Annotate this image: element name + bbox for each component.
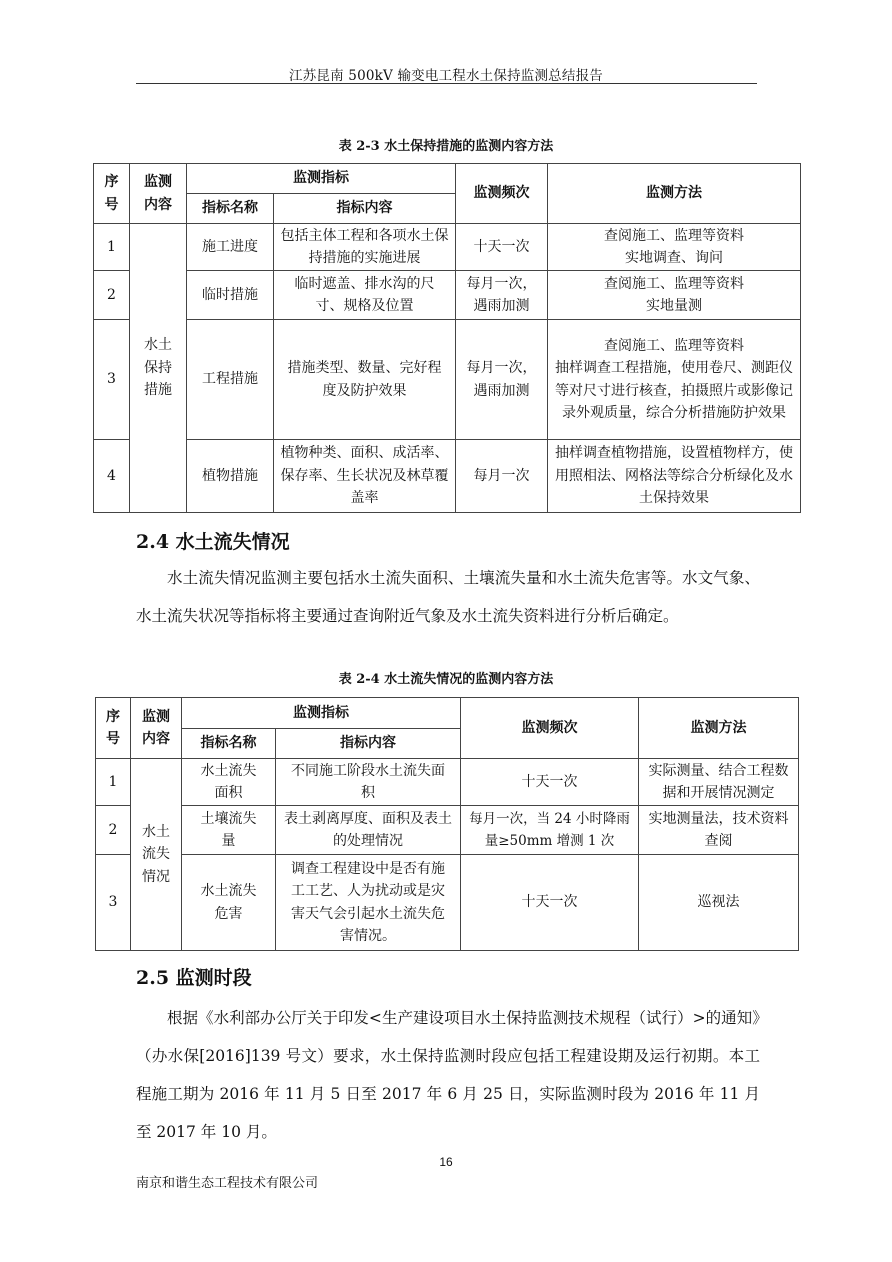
group-cell: 水土流失情况 (131, 759, 182, 951)
row-name: 土壤流失量 (182, 806, 276, 855)
row-method: 实际测量、结合工程数据和开展情况测定 (639, 759, 799, 806)
measures-table (93, 163, 801, 513)
row-no: 2 (96, 806, 131, 855)
header-freq: 监测频次 (461, 698, 639, 759)
row-name: 植物措施 (187, 440, 274, 513)
header-rule (136, 83, 757, 84)
row-freq: 每月一次，遇雨加测 (456, 320, 548, 440)
header-indicator: 监测指标 (187, 164, 456, 194)
row-content: 表土剥离厚度、面积及表土的处理情况 (276, 806, 461, 855)
row-name: 施工进度 (187, 224, 274, 271)
page-header: 江苏昆南 500kV 输变电工程水土保持监测总结报告 (289, 68, 603, 84)
row-method: 抽样调查植物措施，设置植物样方，使用照相法、网格法等综合分析绿化及水土保持效果 (548, 440, 801, 513)
table-caption: 表 2-3 水土保持措施的监测内容方法 (338, 139, 554, 154)
row-no: 4 (94, 440, 130, 513)
row-content: 措施类型、数量、完好程度及防护效果 (274, 320, 456, 440)
header-seq: 序号 (94, 164, 130, 224)
header-ind-name: 指标名称 (187, 194, 274, 224)
row-no: 3 (94, 320, 130, 440)
row-freq: 每月一次，当 24 小时降雨量≥50mm 增测 1 次 (461, 806, 639, 855)
row-no: 1 (96, 759, 131, 806)
footer-company: 南京和谐生态工程技术有限公司 (136, 1176, 319, 1191)
row-method: 查阅施工、监理等资料 实地调查、询问 (548, 224, 801, 271)
row-method: 查阅施工、监理等资料 抽样调查工程措施，使用卷尺、测距仪等对尺寸进行核查，拍摄照片或影像记录外观质量，综合分析措施防护效果 (548, 320, 801, 440)
row-content: 调查工程建设中是否有施工工艺、人为扰动或是灾害天气会引起水土流失危害情况。 (276, 855, 461, 951)
row-no: 1 (94, 224, 130, 271)
row-content: 不同施工阶段水土流失面积 (276, 759, 461, 806)
header-ind-name: 指标名称 (182, 729, 276, 759)
row-name: 水土流失危害 (182, 855, 276, 951)
row-method: 巡视法 (639, 855, 799, 951)
row-no: 3 (96, 855, 131, 951)
row-freq: 每月一次，遇雨加测 (456, 271, 548, 320)
soil-loss-table (95, 697, 799, 951)
header-content: 监测内容 (131, 698, 182, 759)
row-freq: 十天一次 (461, 855, 639, 951)
header-indicator: 监测指标 (182, 698, 461, 729)
section-paragraph: 根据《水利部办公厅关于印发<生产建设项目水土保持监测技术规程（试行）>的通知》（办水保[2016]139 号文）要求，水土保持监测时段应包括工程建设期及运行初期。本工程施工期为 2016 年 11 月 5 日至 2017 年 6 月 25 日，实际监测时段为 2016 年 11 月至 2017 年 10 月。 (136, 1009, 760, 1141)
row-freq: 十天一次 (461, 759, 639, 806)
table-caption: 表 2-4 水土流失情况的监测内容方法 (338, 672, 554, 687)
header-seq: 序号 (96, 698, 131, 759)
header-ind-content: 指标内容 (276, 729, 461, 759)
section-heading: 2.5 监测时段 (136, 967, 252, 989)
header-method: 监测方法 (639, 698, 799, 759)
section-heading: 2.4 水土流失情况 (136, 531, 290, 553)
section-paragraph: 水土流失情况监测主要包括水土流失面积、土壤流失量和水土流失危害等。水文气象、水土流失状况等指标将主要通过查询附近气象及水土流失资料进行分析后确定。 (136, 569, 760, 625)
page-number: 16 (439, 1155, 453, 1169)
row-method: 实地测量法，技术资料查阅 (639, 806, 799, 855)
group-cell: 水土保持措施 (130, 224, 187, 513)
header-freq: 监测频次 (456, 164, 548, 224)
row-content: 包括主体工程和各项水土保持措施的实施进展 (274, 224, 456, 271)
row-name: 临时措施 (187, 271, 274, 320)
row-no: 2 (94, 271, 130, 320)
row-method: 查阅施工、监理等资料 实地量测 (548, 271, 801, 320)
header-method: 监测方法 (548, 164, 801, 224)
row-name: 水土流失面积 (182, 759, 276, 806)
row-name: 工程措施 (187, 320, 274, 440)
row-content: 植物种类、面积、成活率、保存率、生长状况及林草覆盖率 (274, 440, 456, 513)
header-content: 监测内容 (130, 164, 187, 224)
row-freq: 每月一次 (456, 440, 548, 513)
row-freq: 十天一次 (456, 224, 548, 271)
row-content: 临时遮盖、排水沟的尺寸、规格及位置 (274, 271, 456, 320)
header-ind-content: 指标内容 (274, 194, 456, 224)
